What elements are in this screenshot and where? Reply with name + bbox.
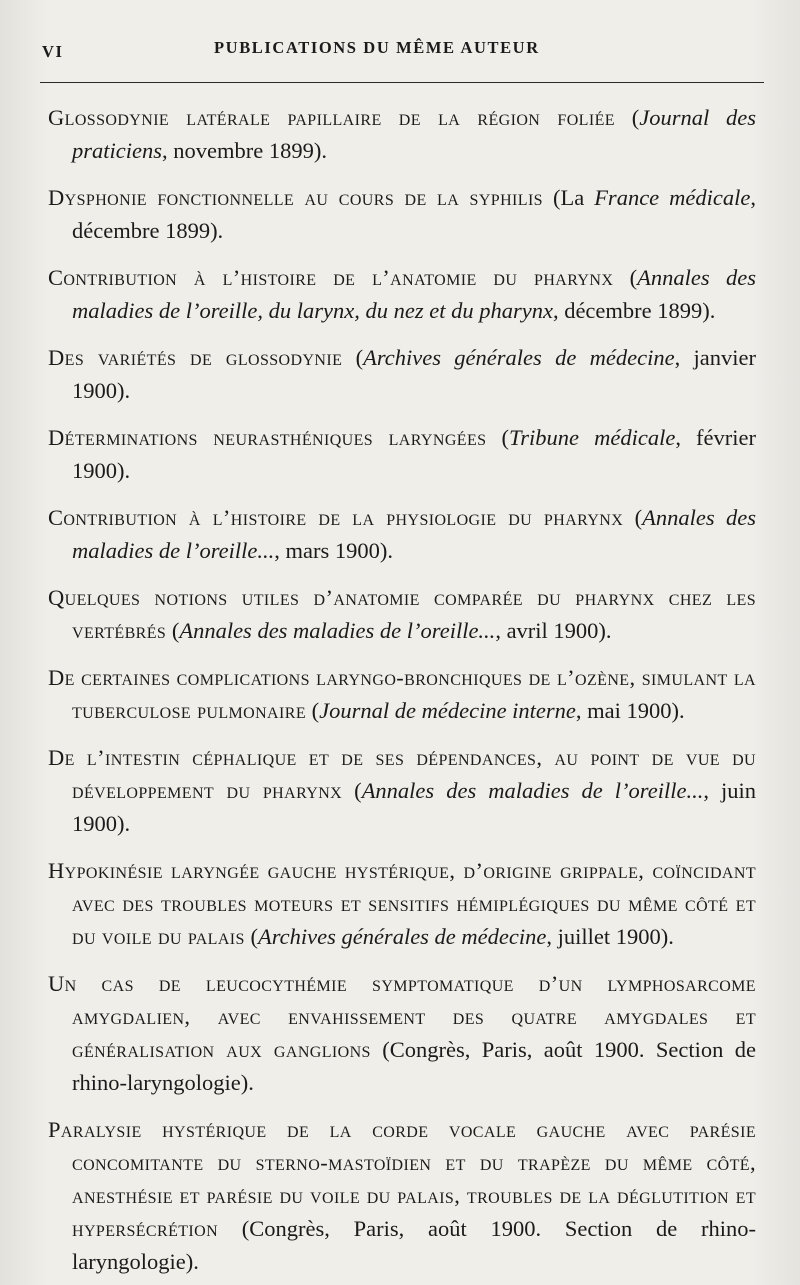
publication-venue: Annales des maladies de l’oreille... [361, 778, 704, 803]
publication-title: Contribution à l’histoire de la physiologie du pharynx [48, 505, 624, 530]
publication-entry [48, 661, 756, 727]
publication-title: De l’intestin céphalique et de ses dépendances, au point de vue du développement du pharynx [48, 745, 756, 803]
publication-citation-open: ( [306, 698, 320, 723]
publication-date: , avril 1900). [495, 618, 612, 643]
publication-venue: Annales des maladies de l’oreille... [179, 618, 496, 643]
publication-title: De certaines complications laryngo-bronchiques de l’ozène, simulant la tuberculose pulmonaire [48, 665, 756, 723]
publication-entry [48, 967, 756, 1099]
publication-title: Des variétés de glossodynie [48, 345, 343, 370]
publication-entry [48, 261, 756, 327]
publication-entry [48, 501, 756, 567]
running-head [42, 30, 756, 64]
publication-citation: (Congrès, Paris, août 1900. Section de rhino-laryngologie). [72, 1037, 756, 1095]
publication-entry [48, 1113, 756, 1278]
publication-citation-open: ( [614, 105, 640, 130]
publication-title: Hypokinésie laryngée gauche hystérique, d’origine grippale, coïncidant avec des troubles moteurs et sensitifs hémiplégiques du même côté et du voile du palais [48, 858, 756, 949]
publication-citation: (Congrès, Paris, août 1900. Section de rhino-laryngologie). [72, 1216, 756, 1274]
publication-entry [48, 181, 756, 247]
publication-venue: France médicale [594, 185, 751, 210]
publication-entry [48, 854, 756, 953]
publication-citation-open: (La [542, 185, 595, 210]
publication-title: Contribution à l’histoire de l’anatomie du pharynx [48, 265, 614, 290]
publication-date: , mai 1900). [575, 698, 685, 723]
publication-date: , janvier 1900). [72, 345, 756, 403]
publication-date: , décembre 1899). [72, 185, 756, 243]
publication-list [48, 101, 756, 1278]
publication-date: , décembre 1899). [552, 298, 716, 323]
page-number: VI [42, 42, 64, 61]
publication-date: , mars 1900). [274, 538, 393, 563]
publication-title: Glossodynie latérale papillaire de la région foliée [48, 105, 615, 130]
publication-citation-open: ( [166, 618, 180, 643]
publication-entry [48, 101, 756, 167]
publication-venue: Tribune médicale [509, 425, 676, 450]
header-rule [40, 82, 764, 83]
publication-title: Paralysie hystérique de la corde vocale gauche avec parésie concomitante du sterno-mastoïdien et du trapèze du même côté, anesthésie et parésie du voile du palais, troubles de la déglutition et hypersécrétion [48, 1117, 756, 1241]
publication-citation-open: ( [613, 265, 638, 290]
publication-citation-open: ( [342, 345, 364, 370]
publication-venue: Journal de médecine interne [319, 698, 576, 723]
publication-title: Déterminations neurasthéniques laryngées [48, 425, 487, 450]
publication-title: Un cas de leucocythémie symptomatique d’un lymphosarcome amygdalien, avec envahissement des quatre amygdales et généralisation aux ganglions [48, 971, 756, 1062]
publication-title: Quelques notions utiles d’anatomie comparée du pharynx chez les vertébrés [48, 585, 756, 643]
publication-venue: Annales des maladies de l’oreille, du larynx, du nez et du pharynx [72, 265, 757, 323]
publication-citation-open: ( [486, 425, 510, 450]
publication-title: Dysphonie fonctionnelle au cours de la syphilis [48, 185, 543, 210]
publication-date: , novembre 1899). [162, 138, 327, 163]
publication-date: , février 1900). [72, 425, 757, 483]
publication-citation-open: ( [623, 505, 643, 530]
publication-venue: Archives générales de médecine [363, 345, 675, 370]
page-title: PUBLICATIONS DU MÊME AUTEUR [214, 38, 540, 57]
publication-venue: Journal des praticiens [72, 105, 756, 163]
publication-entry [48, 581, 756, 647]
publication-date: , juin 1900). [72, 778, 756, 836]
publication-venue: Archives générales de médecine [257, 924, 547, 949]
publication-entry [48, 741, 756, 840]
publication-entry [48, 421, 756, 487]
publication-citation-open: ( [342, 778, 362, 803]
publication-date: , juillet 1900). [546, 924, 674, 949]
publication-entry [48, 341, 756, 407]
publication-venue: Annales des maladies de l’oreille... [72, 505, 756, 563]
publication-citation-open: ( [244, 924, 258, 949]
